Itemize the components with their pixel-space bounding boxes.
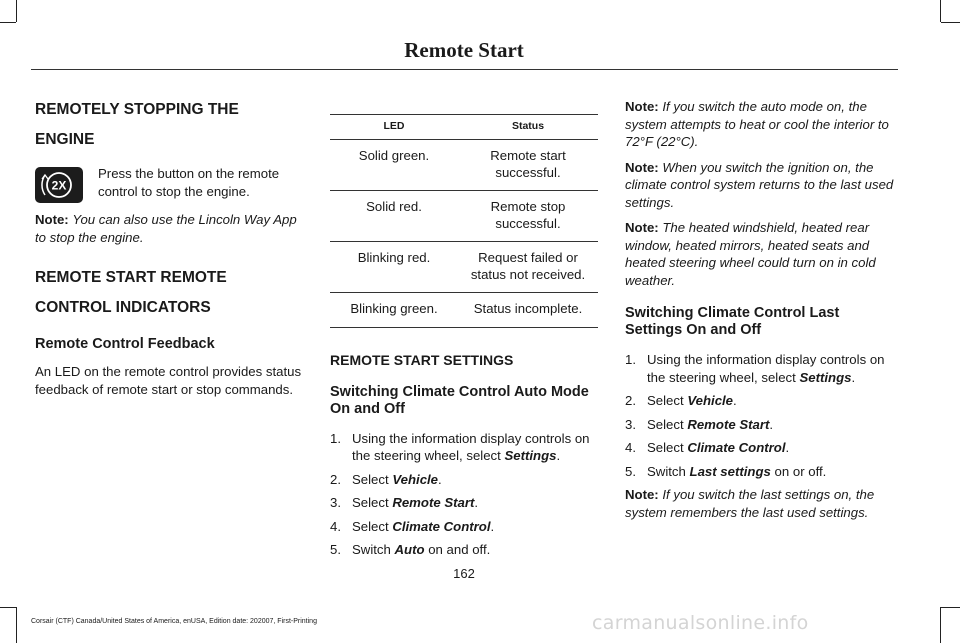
page-number: 162	[453, 566, 475, 581]
heading-auto-mode: Switching Climate Control Auto Mode On and Off	[330, 383, 589, 417]
led-status-table	[330, 114, 598, 328]
table-cell-led: Solid red.	[330, 191, 458, 242]
list-item: 1. Using the information display controls on the steering wheel, select Settings.	[330, 430, 590, 463]
crop-mark	[0, 607, 16, 608]
list-item: 3. Select Remote Start.	[625, 416, 774, 432]
table-row	[330, 140, 598, 191]
crop-mark	[940, 0, 941, 22]
crop-mark	[940, 607, 941, 643]
page-title: Remote Start	[404, 38, 524, 62]
list-item: 3. Select Remote Start.	[330, 495, 479, 510]
heading-remote-start-settings: REMOTE START SETTINGS	[330, 351, 514, 368]
crop-mark	[0, 22, 16, 23]
watermark: carmanualsonline.info	[592, 612, 809, 634]
last-settings-steps	[625, 351, 897, 480]
list-item: 5. Switch Last settings on or off.	[625, 463, 827, 479]
list-item: 2. Select Vehicle.	[625, 393, 737, 408]
icon-label: 2X	[51, 178, 67, 193]
list-item: 2. Select Vehicle.	[330, 471, 442, 487]
double-press-icon	[35, 167, 83, 203]
note-app: Note: You can also use the Lincoln Way App to stop the engine.	[35, 212, 297, 245]
crop-mark	[941, 22, 960, 23]
auto-mode-steps	[330, 430, 600, 559]
note-heated: Note: The heated windshield, heated rear window, heated mirrors, heated seats and heated steering wheel could turn on in cold weather.	[625, 220, 876, 288]
press-button-instruction	[35, 165, 305, 205]
table-row	[330, 242, 598, 293]
table-row	[330, 191, 598, 242]
table-cell-status: Status incomplete.	[458, 293, 598, 328]
table-cell-status: Request failed or status not received.	[458, 242, 598, 293]
footer-edition-text: Corsair (CTF) Canada/United States of America, enUSA, Edition date: 202007, First-Printing	[31, 618, 317, 625]
table-header-row	[330, 115, 598, 140]
heading-last-settings: Switching Climate Control Last Settings On and Off	[625, 305, 840, 338]
table-cell-status: Remote start successful.	[458, 140, 598, 191]
table-row	[330, 293, 598, 328]
press-text: Press the button on the remote control to stop the engine.	[98, 166, 280, 199]
column-right	[625, 98, 897, 521]
note-last-settings: Note: If you switch the last settings on, the system remembers the last used settings.	[625, 487, 875, 520]
list-item: 4. Select Climate Control.	[330, 518, 495, 534]
note-ignition: Note: When you switch the ignition on, the climate control system returns to the last used settings.	[625, 159, 894, 210]
table-header-status: Status	[458, 115, 598, 140]
list-item: 4. Select Climate Control.	[625, 440, 790, 455]
table-cell-led: Blinking green.	[330, 293, 458, 328]
remote-button-icon	[35, 167, 83, 203]
heading-indicators: REMOTE START REMOTE CONTROL INDICATORS	[35, 269, 227, 316]
feedback-text: An LED on the remote control provides status feedback of remote start or stop commands.	[35, 364, 302, 397]
header-rule	[31, 69, 898, 70]
crop-mark	[16, 0, 17, 22]
table-cell-led: Solid green.	[330, 140, 458, 191]
note-auto-mode: Note: If you switch the auto mode on, the system attempts to heat or cool the interior to 72°F (22°C).	[625, 99, 889, 149]
column-middle	[330, 114, 600, 565]
crop-mark	[941, 607, 960, 608]
heading-remotely-stopping: REMOTELY STOPPING THE ENGINE	[35, 101, 239, 148]
table-header-led: LED	[330, 115, 458, 140]
heading-feedback: Remote Control Feedback	[35, 336, 215, 352]
list-item: 5. Switch Auto on and off.	[330, 542, 491, 557]
table-cell-status: Remote stop successful.	[458, 191, 598, 242]
crop-mark	[16, 607, 17, 643]
list-item: 1. Using the information display controls on the steering wheel, select Settings.	[625, 352, 885, 385]
column-left	[35, 98, 305, 398]
table-cell-led: Blinking red.	[330, 242, 458, 293]
